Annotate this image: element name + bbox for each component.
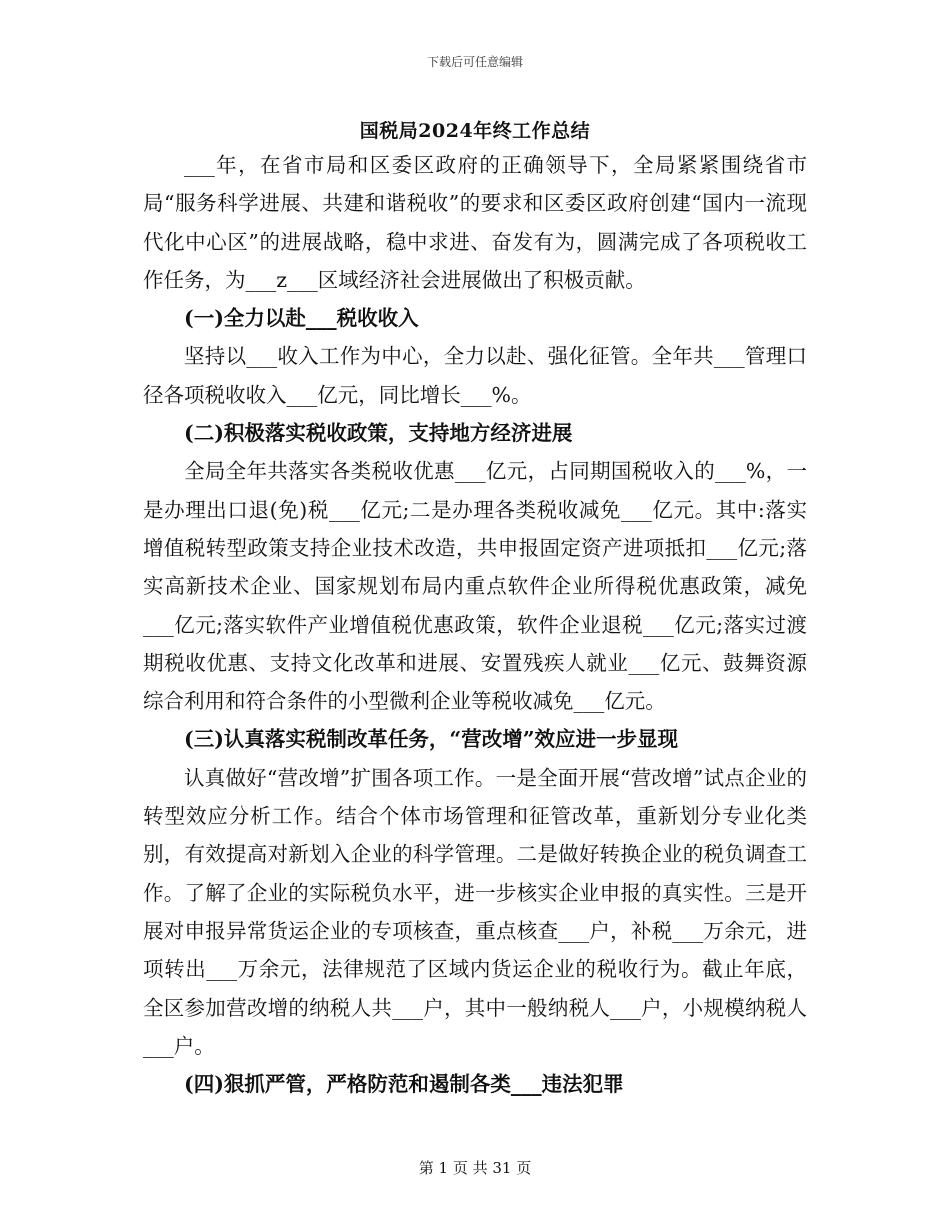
section-3-paragraph: 认真做好“营改增”扩围各项工作。一是全面开展“营改增”试点企业的转型效应分析工作。结合个体市场管理和征管改革，重新划分专业化类别，有效提高对新划入企业的科学管理。二是做好转换企业的税负调查工作。了解了企业的实际税负水平，进一步核实企业申报的真实性。三是开展对申报异常货运企业的专项核查，重点核查___户，补税___万余元，进项转出___万余元，法律规范了区域内货运企业的税收行为。截止年底，全区参加营改增的纳税人共___户，其中一般纳税人___户，小规模纳税人___户。 xyxy=(143,765,807,1058)
section-heading-2: (二)积极落实税收政策，支持地方经济进展 xyxy=(184,421,573,446)
page-header: 下载后可任意编辑 xyxy=(426,55,523,69)
document-title: 国税局2024年终工作总结 xyxy=(359,120,591,142)
section-2-paragraph: 全局全年共落实各类税收优惠___亿元，占同期国税收入的___%，一是办理出口退(免)税___亿元;二是办理各类税收减免___亿元。其中:落实增值税转型政策支持企业技术改造，共申报固定资产进项抵扣___亿元;落实高新技术企业、国家规划布局内重点软件企业所得税优惠政策，减免___亿元;落实软件产业增值税优惠政策，软件企业退税___亿元;落实过渡期税收优惠、支持文化改革和进展、安置残疾人就业___亿元、鼓舞资源综合利用和符合条件的小型微利企业等税收减免___亿元。 xyxy=(143,459,807,714)
section-1-paragraph: 坚持以___收入工作为中心，全力以赴、强化征管。全年共___管理口径各项税收收入___亿元，同比增长___%。 xyxy=(143,344,807,407)
section-heading-3: (三)认真落实税制改革任务，“营改增”效应进一步显现 xyxy=(184,727,678,752)
section-heading-1: (一)全力以赴___税收收入 xyxy=(184,306,419,331)
document-body xyxy=(143,146,807,1103)
section-heading-4: (四)狠抓严管，严格防范和遏制各类___违法犯罪 xyxy=(184,1072,624,1097)
page-footer: 第 1 页 共 31 页 xyxy=(418,1159,532,1177)
intro-paragraph: ___年，在省市局和区委区政府的正确领导下，全局紧紧围绕省市局“服务科学进展、共建和谐税收”的要求和区委区政府创建“国内一流现代化中心区”的进展战略，稳中求进、奋发有为，圆满完成了各项税收工作任务，为___z___区域经济社会进展做出了积极贡献。 xyxy=(143,153,807,292)
